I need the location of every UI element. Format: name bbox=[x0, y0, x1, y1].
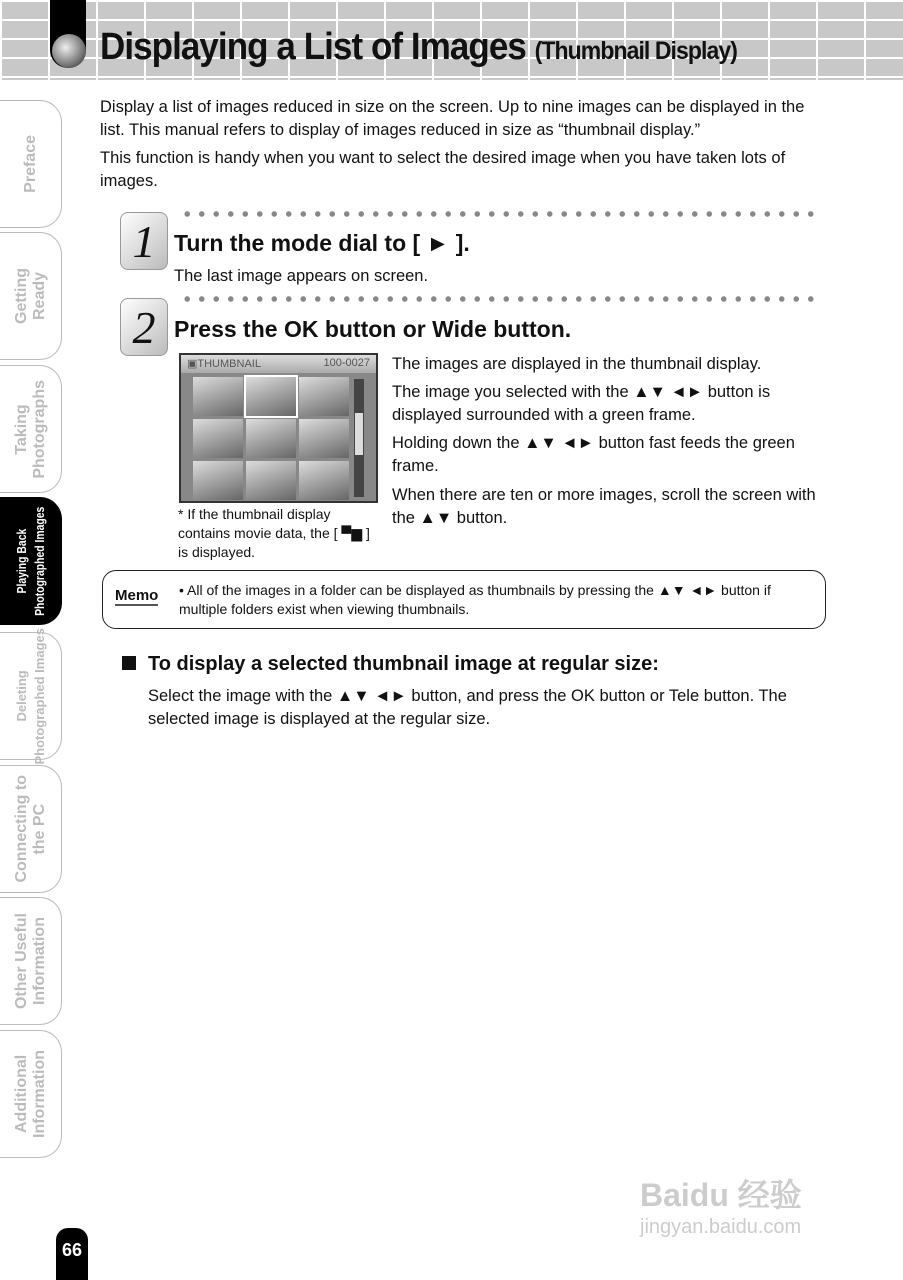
tab-connecting[interactable] bbox=[0, 765, 62, 893]
thumbnail-photo bbox=[246, 419, 296, 458]
square-bullet-icon bbox=[122, 656, 136, 670]
thumbnail-counter: 100-0027 bbox=[323, 357, 370, 369]
watermark-logo: Baidu 经验 bbox=[640, 1177, 802, 1213]
title-subtitle: (Thumbnail Display) bbox=[534, 37, 737, 65]
page-number: 66 bbox=[56, 1228, 88, 1280]
tab-additional[interactable] bbox=[0, 1030, 62, 1158]
intro-paragraph: This function is handy when you want to select the desired image when you have taken lots of images. bbox=[100, 149, 786, 190]
divider bbox=[180, 211, 820, 217]
tab-label: Taking Photographs bbox=[12, 379, 48, 479]
memo-text: • All of the images in a folder can be displayed as thumbnails by pressing the ▲▼ ◄► button if multiple folders exist when viewing thumbnails. bbox=[179, 582, 771, 617]
step-title: Press the OK button or Wide button. bbox=[174, 316, 572, 342]
tab-label: Getting Ready bbox=[12, 268, 48, 324]
thumbnail-note: * If the thumbnail display contains movie data, the [ ▀▆ ] is displayed. bbox=[178, 506, 370, 560]
watermark-url: jingyan.baidu.com bbox=[640, 1216, 802, 1238]
tab-label: Deleting Photographed Images bbox=[13, 627, 47, 765]
step-number: 2 bbox=[120, 298, 168, 356]
step-text: The images are displayed in the thumbnail display. bbox=[392, 355, 762, 373]
thumbnail-photo bbox=[193, 461, 243, 500]
thumbnail-screen-image bbox=[179, 353, 378, 503]
tab-label: Preface bbox=[21, 135, 39, 193]
step-text: The last image appears on screen. bbox=[174, 267, 429, 285]
memo-box bbox=[102, 570, 826, 629]
thumbnail-scrollbar bbox=[354, 379, 364, 497]
section-title: To display a selected thumbnail image at regular size: bbox=[148, 653, 659, 675]
thumbnail-photo bbox=[246, 461, 296, 500]
memo-pencil-icon: Memo bbox=[115, 587, 159, 604]
step-number: 1 bbox=[120, 212, 168, 270]
step-title: Turn the mode dial to [ ► ]. bbox=[174, 230, 470, 256]
tab-label: Other Useful Information bbox=[12, 912, 48, 1009]
thumbnail-label: ▣THUMBNAIL bbox=[187, 358, 261, 370]
title-text: Displaying a List of Images bbox=[100, 26, 526, 68]
section-heading bbox=[122, 653, 659, 676]
thumbnail-photo bbox=[299, 461, 349, 500]
thumbnail-photo bbox=[193, 419, 243, 458]
tab-getting-ready[interactable] bbox=[0, 232, 62, 360]
step-text: When there are ten or more images, scroll the screen with the ▲▼ button. bbox=[392, 486, 816, 527]
page-title bbox=[100, 26, 737, 69]
tab-deleting[interactable] bbox=[0, 627, 62, 765]
tab-taking-photographs[interactable] bbox=[0, 365, 62, 493]
tab-playing-back[interactable] bbox=[0, 497, 62, 625]
tab-preface[interactable] bbox=[0, 100, 62, 228]
tab-other-useful[interactable] bbox=[0, 897, 62, 1025]
tab-label: Connecting to the PC bbox=[12, 775, 48, 883]
divider bbox=[180, 296, 820, 302]
intro-paragraph: Display a list of images reduced in size on the screen. Up to nine images can be displayed in the list. This manual refers to display of images reduced in size as “thumbnail display.” bbox=[100, 98, 805, 139]
section-text: Select the image with the ▲▼ ◄► button, and press the OK button or Tele button. The selected image is displayed at the regular size. bbox=[148, 687, 787, 728]
thumbnail-photo bbox=[299, 377, 349, 416]
thumbnail-photo bbox=[193, 377, 243, 416]
tab-label: Additional Information bbox=[12, 1050, 48, 1138]
thumbnail-photo-selected bbox=[246, 377, 296, 416]
header-ball-icon bbox=[52, 34, 86, 68]
step-text: Holding down the ▲▼ ◄► button fast feeds the green frame. bbox=[392, 434, 795, 475]
thumbnail-photo bbox=[299, 419, 349, 458]
tab-label: Playing Back Photographed Images bbox=[13, 506, 47, 616]
step-text: The image you selected with the ▲▼ ◄► button is displayed surrounded with a green frame. bbox=[392, 383, 771, 424]
